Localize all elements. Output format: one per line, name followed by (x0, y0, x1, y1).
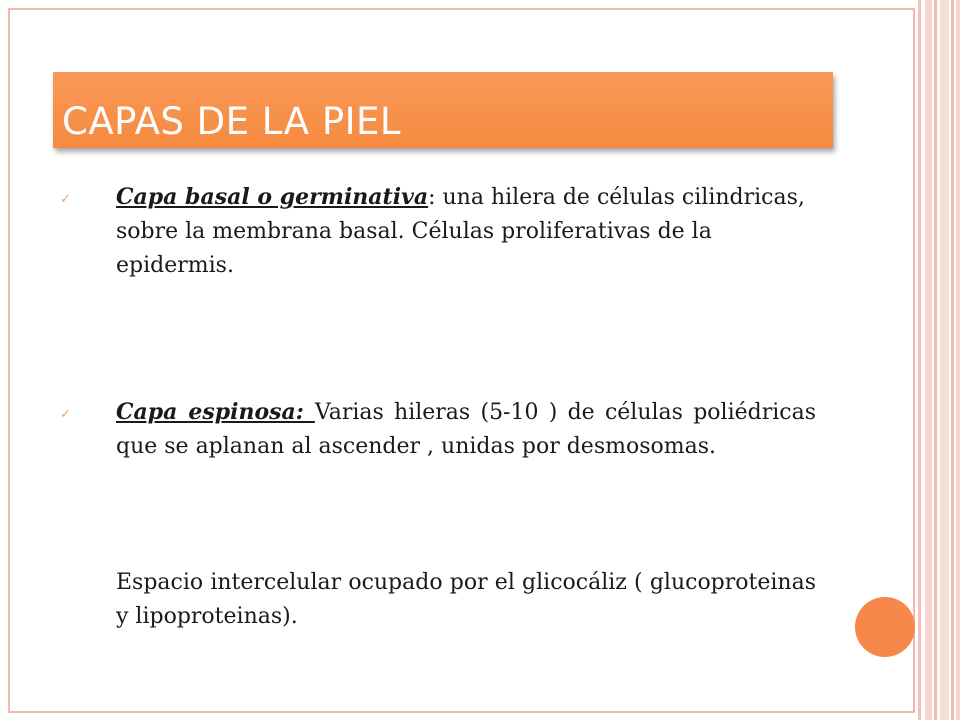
side-stripe (940, 0, 949, 720)
decorative-circle (855, 597, 915, 657)
side-stripe (925, 0, 932, 720)
title-bar (53, 72, 833, 148)
bullet-term: Capa basal o germinativa (116, 184, 429, 210)
check-icon: ✓ (60, 192, 71, 207)
side-stripe (918, 0, 921, 720)
slide-title: CAPAS DE LA PIEL (62, 100, 402, 143)
side-stripe (934, 0, 937, 720)
bullet-item-basal (116, 180, 816, 283)
side-stripe (956, 0, 960, 720)
extra-paragraph: Espacio intercelular ocupado por el glicocáliz ( glucoproteinas y lipoproteinas). (116, 570, 816, 629)
bullet-text: Varias hileras (5-10 ) de células poliédricas que se aplanan al ascender , unidas por desmosomas. (116, 400, 816, 459)
bullet-item-espinosa (116, 395, 816, 464)
side-stripe (951, 0, 954, 720)
check-icon: ✓ (60, 407, 71, 422)
bullet-term: Capa espinosa: (116, 399, 315, 425)
bullet-text: : una hilera de células cilindricas, sobre la membrana basal. Células proliferativas de la epidermis. (116, 185, 805, 278)
